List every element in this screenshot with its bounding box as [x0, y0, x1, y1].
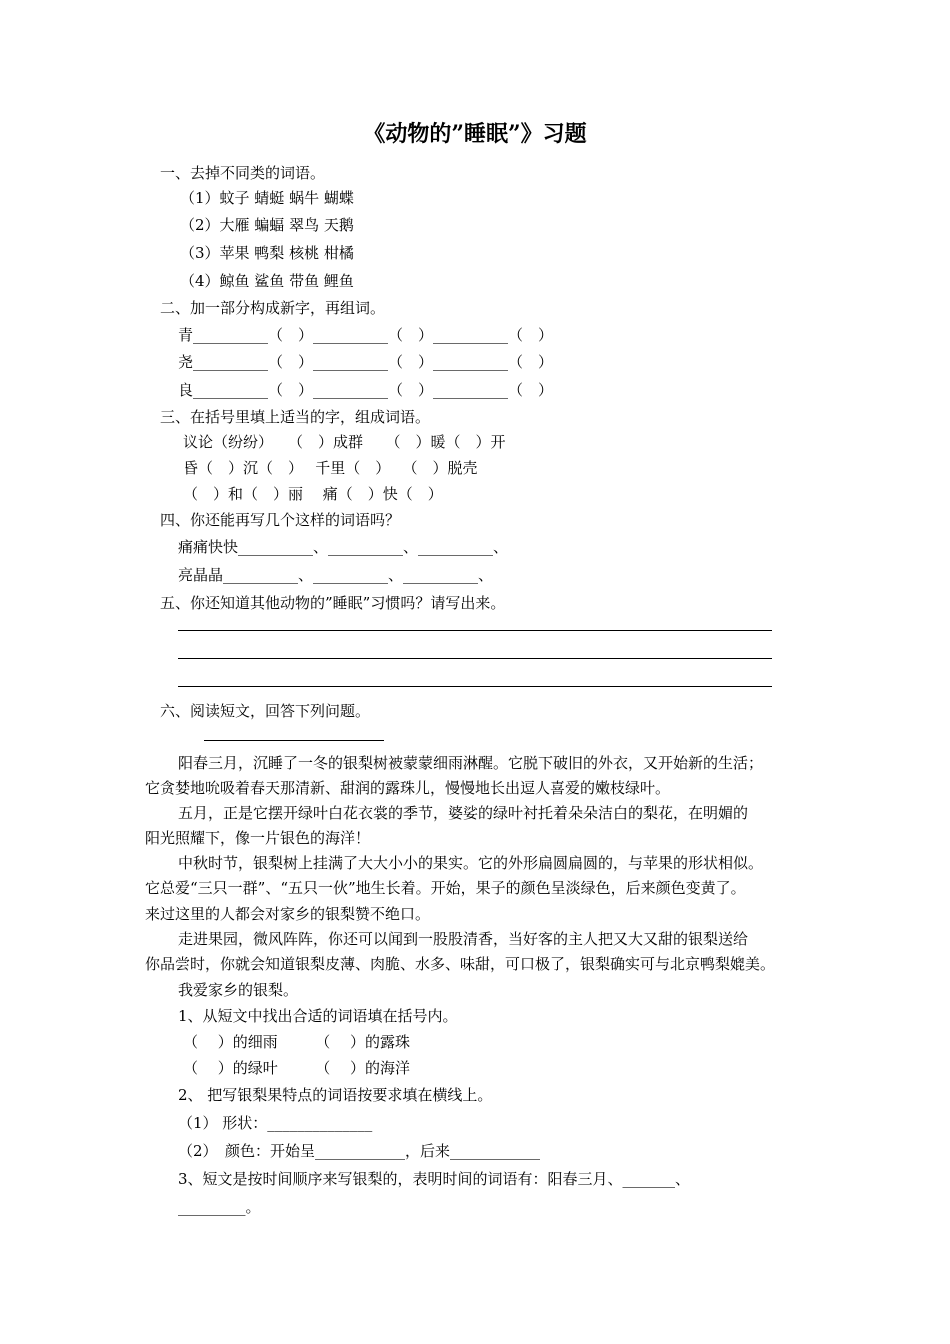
s2-row-1: 青__________（ ）__________（ ）__________（ ）: [178, 326, 554, 344]
s4-row-1: 痛痛快快__________、__________、__________、: [178, 538, 509, 556]
q1-row-1: （ ）的细雨 （ ）的露珠: [183, 1033, 411, 1051]
q2-color: （2） 颜色：开始呈____________，后来____________: [178, 1142, 541, 1160]
s2-row-2: 尧__________（ ）__________（ ）__________（ ）: [178, 353, 554, 371]
answer-line-1: [178, 630, 772, 631]
q3-tail: _________。: [178, 1198, 261, 1216]
answer-line-2: [178, 658, 772, 659]
q1-prompt: 1、从短文中找出合适的词语填在括号内。: [178, 1007, 458, 1025]
answer-line-3: [178, 686, 772, 687]
s1-item-1: （1）蚊子 蜻蜓 蜗牛 蝴蝶: [180, 189, 354, 207]
passage-title-line: [204, 740, 384, 741]
passage-line: 五月，正是它摆开绿叶白花衣裳的季节，婆娑的绿叶衬托着朵朵洁白的梨花，在明媚的: [178, 804, 749, 822]
s1-item-4: （4）鲸鱼 鲨鱼 带鱼 鲤鱼: [180, 272, 354, 290]
s1-item-2: （2）大雁 蝙蝠 翠鸟 天鹅: [180, 216, 354, 234]
s4-row-2: 亮晶晶__________、__________、__________、: [178, 566, 494, 584]
passage-line: 中秋时节，银梨树上挂满了大大小小的果实。它的外形扁圆扁圆的，与苹果的形状相似。: [178, 854, 764, 872]
passage-line: 阳春三月，沉睡了一冬的银梨树被蒙蒙细雨淋醒。它脱下破旧的外衣，又开始新的生活；: [178, 754, 764, 772]
passage-line: 走进果园，微风阵阵，你还可以闻到一股股清香，当好客的主人把又大又甜的银梨送给: [178, 930, 749, 948]
s3-row-1: 议论（纷纷） （ ）成群 （ ）暖（ ）开: [183, 433, 506, 451]
q2-prompt: 2、 把写银梨果特点的词语按要求填在横线上。: [178, 1086, 493, 1104]
passage-line: 它总爱“三只一群”、“五只一伙”地生长着。开始，果子的颜色呈淡绿色，后来颜色变黄了。: [145, 879, 746, 897]
page-title: 《动物的”睡眠”》习题: [363, 121, 587, 147]
section-5-heading: 五、你还知道其他动物的”睡眠”习惯吗？请写出来。: [160, 594, 506, 612]
passage-line: 阳光照耀下，像一片银色的海洋！: [145, 829, 371, 847]
section-1-heading: 一、去掉不同类的词语。: [160, 164, 326, 182]
q3-prompt: 3、短文是按时间顺序来写银梨的，表明时间的词语有：阳春三月、_______、: [178, 1170, 691, 1188]
section-6-heading: 六、阅读短文，回答下列问题。: [160, 702, 371, 720]
s1-item-3: （3）苹果 鸭梨 核桃 柑橘: [180, 244, 354, 262]
passage-line: 你品尝时，你就会知道银梨皮薄、肉脆、水多、味甜，可口极了，银梨确实可与北京鸭梨媲美。: [145, 955, 776, 973]
passage-line: 我爱家乡的银梨。: [178, 981, 299, 999]
s3-row-2: 昏（ ）沉（ ） 千里（ ） （ ）脱壳: [183, 459, 478, 477]
section-2-heading: 二、加一部分构成新字，再组词。: [160, 299, 386, 317]
q2-shape: （1） 形状：______________: [178, 1114, 373, 1132]
section-3-heading: 三、在括号里填上适当的字，组成词语。: [160, 408, 431, 426]
s3-row-3: （ ）和（ ）丽 痛（ ）快（ ）: [183, 485, 443, 503]
passage-line: 它贪婪地吮吸着春天那清新、甜润的露珠儿，慢慢地长出逗人喜爱的嫩枝绿叶。: [145, 779, 671, 797]
passage-line: 来过这里的人都会对家乡的银梨赞不绝口。: [145, 905, 431, 923]
section-4-heading: 四、你还能再写几个这样的词语吗？: [160, 511, 401, 529]
s2-row-3: 良__________（ ）__________（ ）__________（ ）: [178, 381, 554, 399]
q1-row-2: （ ）的绿叶 （ ）的海洋: [183, 1059, 411, 1077]
